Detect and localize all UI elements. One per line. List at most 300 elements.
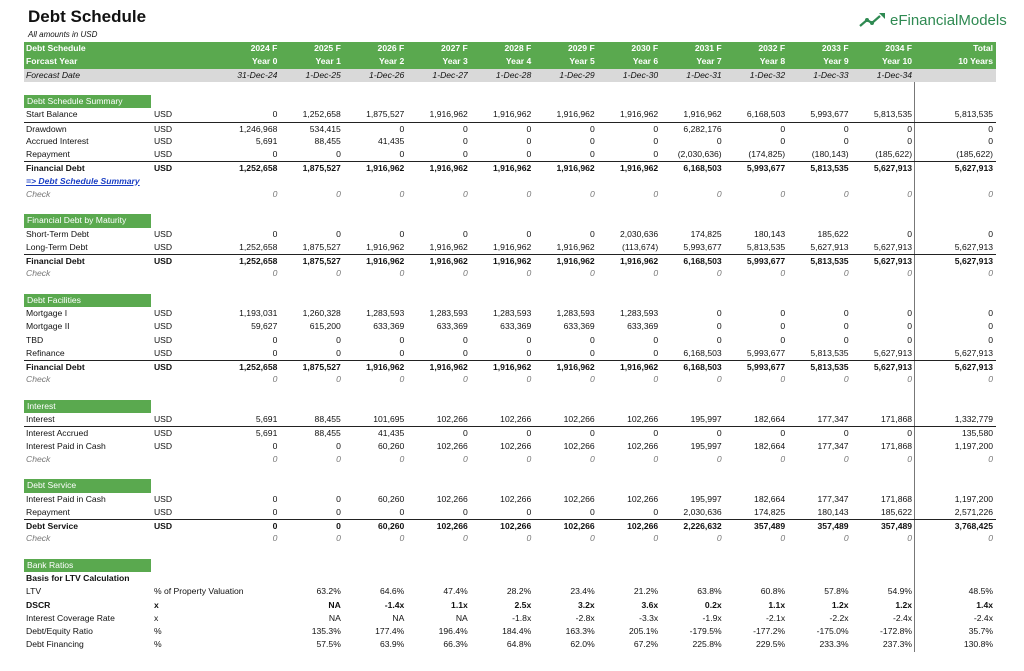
growth-chart-icon	[858, 11, 888, 29]
spacer-row	[24, 387, 996, 400]
cell-value: -3.3x	[639, 612, 659, 623]
cell-value: 0	[843, 321, 849, 332]
cell-value: 1,875,527	[302, 362, 341, 372]
cell-value: 1.1x	[768, 599, 786, 610]
row-unit	[152, 55, 216, 68]
cell-value: 0	[653, 347, 659, 358]
cell-value: 0	[336, 374, 341, 385]
row-unit: x	[153, 599, 159, 610]
table-row	[24, 334, 996, 347]
section-title: Debt Schedule Summary	[24, 95, 151, 108]
table-row	[24, 519, 996, 532]
row-unit: %	[153, 626, 162, 636]
total-column-border	[914, 201, 996, 214]
cell-value: 63.8%	[697, 586, 722, 597]
cell-total: 0	[914, 123, 996, 135]
row-label: Interest Paid in Cash	[26, 493, 106, 504]
cell-value: 88,455	[314, 428, 341, 439]
row-label: Repayment	[26, 149, 70, 159]
row-unit: USD	[153, 493, 173, 504]
cell-value: 0	[463, 268, 468, 279]
cell-value: -179.5%	[689, 626, 722, 636]
row-unit: USD	[153, 321, 173, 332]
cell-value: 0	[272, 347, 278, 358]
cell-value: 0	[399, 533, 405, 544]
cell-value: NA	[328, 599, 341, 610]
cell-value: 0	[526, 506, 532, 517]
cell-value: 0	[843, 453, 849, 464]
cell-value: 0	[780, 321, 786, 332]
row-unit: USD	[153, 414, 173, 424]
cell-value: 185,622	[880, 506, 913, 517]
table-row	[24, 161, 996, 174]
cell-value: Year 10	[881, 56, 913, 67]
row-label: Forecast Date	[26, 69, 80, 80]
section-header-row	[24, 400, 996, 413]
cell-value: 63.9%	[379, 639, 405, 650]
cell-total: (185,622)	[914, 148, 996, 161]
cell-value: 0	[463, 428, 468, 439]
cell-value: 0	[399, 334, 405, 345]
cell-value: 633,369	[500, 321, 532, 332]
row-label: Debt/Equity Ratio	[26, 626, 93, 636]
cell-value	[470, 572, 533, 585]
spacer-row	[24, 546, 996, 559]
cell-value	[216, 572, 279, 585]
cell-value: 1,916,962	[366, 163, 405, 174]
cell-value: 0	[653, 374, 659, 385]
cell-value: 0	[526, 453, 532, 464]
row-unit	[152, 267, 216, 280]
total-column-border	[914, 546, 996, 559]
cell-value: (2,030,636)	[677, 149, 722, 159]
cell-value: 163.3%	[565, 626, 595, 636]
cell-value: 0	[272, 440, 278, 451]
total-column-border	[914, 479, 996, 492]
cell-value: 0	[399, 149, 405, 159]
row-unit: % of Property Valuation	[153, 586, 244, 597]
cell-total	[914, 175, 996, 188]
cell-value: 0	[272, 374, 278, 385]
cell-value: 0	[589, 347, 595, 358]
row-label: Accrued Interest	[26, 135, 89, 146]
section-title: Financial Debt by Maturity	[24, 214, 151, 227]
cell-value: 0	[907, 321, 913, 332]
cell-value	[851, 175, 914, 188]
row-label: Debt Schedule	[26, 43, 86, 53]
cell-value: 102,266	[500, 414, 532, 424]
table-row	[24, 506, 996, 519]
cell-value: 0	[653, 428, 659, 439]
cell-value: -2.4x	[892, 612, 913, 623]
cell-value: 2,030,636	[619, 228, 659, 239]
cell-value: 102,266	[500, 440, 532, 451]
cell-value: 0	[272, 228, 278, 239]
row-unit	[152, 373, 216, 386]
cell-value: 6,282,176	[683, 123, 722, 134]
cell-value: 0	[780, 123, 786, 134]
cell-value: 0	[336, 334, 341, 345]
cell-value: (185,622)	[875, 149, 913, 159]
cell-value: -1.8x	[512, 612, 532, 623]
cell-value: 0	[399, 453, 405, 464]
table-row	[24, 373, 996, 386]
section-header-row	[24, 294, 996, 307]
cell-value: 102,266	[627, 440, 659, 451]
cell-value: 177.4%	[375, 626, 405, 636]
cell-value: 0	[336, 440, 341, 451]
cell-total: 2,571,226	[914, 506, 996, 519]
cell-value: 0	[336, 228, 341, 239]
row-label: Mortgage II	[26, 321, 70, 332]
row-unit	[152, 453, 216, 466]
row-label: Financial Debt	[26, 256, 85, 266]
cell-value	[470, 175, 533, 188]
cell-total: 5,627,913	[914, 241, 996, 254]
cell-value: 0	[907, 135, 913, 146]
cell-value: 41,435	[378, 135, 405, 146]
cell-value	[533, 572, 596, 585]
spacer-row	[24, 281, 996, 294]
cell-value: 5,993,677	[746, 347, 786, 358]
cell-value: 633,369	[373, 321, 405, 332]
cell-value: Year 2	[378, 56, 405, 67]
cell-value: 0	[716, 188, 722, 199]
cell-total: 3,768,425	[914, 520, 996, 532]
row-label: Check	[26, 268, 51, 279]
cell-value: 0	[399, 506, 405, 517]
cell-value: 1,875,527	[366, 109, 405, 120]
cell-value: 0	[272, 149, 278, 159]
cell-value: 0	[526, 135, 532, 146]
cell-value: 5,993,677	[746, 362, 786, 372]
cell-value: 102,266	[563, 493, 595, 504]
cell-value: 0	[589, 188, 595, 199]
cell-value: 0	[653, 149, 659, 159]
cell-value: 67.2%	[633, 639, 659, 650]
row-label: Interest Accrued	[26, 428, 89, 439]
row-unit: USD	[153, 521, 173, 531]
cell-value: 0	[526, 188, 532, 199]
cell-value: 1,246,968	[239, 123, 278, 134]
table-row	[24, 360, 996, 373]
cell-value: 0	[843, 188, 849, 199]
cell-value: 5,993,677	[746, 163, 786, 174]
cell-value: 171,868	[880, 493, 913, 504]
total-column-border	[914, 281, 996, 294]
cell-value: 0	[526, 268, 532, 279]
cell-total: 0	[914, 334, 996, 347]
cell-value: 0	[336, 188, 341, 199]
cell-value: Year 8	[759, 56, 786, 67]
cell-value: 1,916,962	[619, 163, 659, 174]
cell-value: 0	[336, 347, 341, 358]
row-unit: USD	[153, 334, 173, 345]
cell-total: 0	[914, 135, 996, 148]
cell-value: Year 3	[442, 56, 468, 67]
cell-value: 0	[399, 188, 405, 199]
ratio-row	[24, 585, 996, 598]
cell-value: 59,627	[251, 321, 278, 332]
cell-value: 102,266	[563, 414, 595, 424]
cell-value: 0	[589, 453, 595, 464]
cell-value: 1,916,962	[556, 163, 595, 174]
cell-value: 185,622	[817, 228, 849, 239]
table-row	[24, 228, 996, 241]
table-row	[24, 320, 996, 333]
row-label: Forcast Year	[26, 56, 78, 67]
cell-value: 0	[780, 188, 786, 199]
cell-value: 0	[272, 268, 278, 279]
cell-value: 1-Dec-34	[876, 69, 913, 80]
row-unit: USD	[153, 256, 173, 266]
cell-value: (174,825)	[748, 149, 786, 159]
cell-value: 534,415	[309, 123, 341, 134]
cell-value: 60,260	[378, 440, 405, 451]
row-label: Long-Term Debt	[26, 241, 88, 252]
cell-value: 1,875,527	[302, 241, 341, 252]
cell-value: Year 4	[505, 56, 532, 67]
cell-value: 2025 F	[314, 43, 341, 53]
section-title: Interest	[24, 400, 151, 413]
brand-logo	[858, 9, 1007, 31]
cell-value: 0	[272, 188, 278, 199]
row-label: Start Balance	[26, 109, 78, 120]
spacer-row	[24, 201, 996, 214]
cell-total	[914, 69, 996, 82]
cell-total: 0	[914, 320, 996, 333]
section-title: Debt Facilities	[24, 294, 151, 307]
brand-name: eFinancialModels	[890, 11, 1007, 29]
cell-value: 0	[716, 308, 722, 318]
cell-value	[533, 175, 596, 188]
cell-value: 1,916,962	[619, 256, 659, 266]
cell-value: 1-Dec-27	[432, 69, 468, 80]
cell-value: 5,627,913	[810, 241, 849, 252]
cell-value: 6,168,503	[683, 163, 722, 174]
cell-value: 0	[399, 347, 405, 358]
cell-value: Year 7	[696, 56, 722, 67]
cell-value: 1,916,962	[429, 109, 468, 120]
cell-value: 195,997	[690, 414, 722, 424]
cell-value: 0	[589, 228, 595, 239]
cell-value: 1-Dec-33	[813, 69, 849, 80]
table-row	[24, 493, 996, 506]
cell-value: 233.3%	[819, 639, 849, 650]
cell-value: 0	[653, 188, 659, 199]
cell-value: 102,266	[436, 521, 468, 531]
cell-value: 2028 F	[504, 43, 532, 53]
row-unit	[152, 532, 216, 545]
cell-value: 5,627,913	[873, 256, 913, 266]
cell-value: 102,266	[436, 493, 468, 504]
section-title: Bank Ratios	[24, 559, 151, 572]
cell-value: 135.3%	[311, 626, 341, 636]
section-title: Debt Service	[24, 479, 151, 492]
cell-value: 0	[907, 334, 913, 345]
cell-value: 88,455	[314, 135, 341, 146]
total-column-border	[914, 82, 996, 95]
row-unit	[152, 175, 216, 188]
cell-value: 2024 F	[250, 43, 278, 53]
row-unit: USD	[153, 135, 173, 146]
cell-value: 5,813,535	[810, 347, 849, 358]
cell-value: 1,916,962	[429, 256, 468, 266]
table-row	[24, 148, 996, 161]
cell-value: 102,266	[627, 493, 659, 504]
cell-value: 0	[526, 428, 532, 439]
cell-value: 357,489	[817, 521, 849, 531]
cell-value: 5,993,677	[746, 256, 786, 266]
cell-value: 1,916,962	[493, 362, 532, 372]
row-label: Financial Debt	[26, 362, 85, 372]
row-unit: USD	[153, 362, 173, 372]
cell-value: 1,916,962	[556, 109, 595, 120]
cell-value: 1-Dec-29	[559, 69, 595, 80]
cell-value: 1,252,658	[239, 163, 278, 174]
row-unit: USD	[153, 109, 173, 120]
ratio-row	[24, 612, 996, 625]
cell-value: 102,266	[563, 440, 595, 451]
cell-value: 63.2%	[316, 586, 341, 597]
cell-value: 0	[843, 135, 849, 146]
table-row	[24, 122, 996, 135]
cell-total: 135,580	[914, 427, 996, 439]
cell-total: 5,627,913	[914, 255, 996, 267]
cell-value: 102,266	[500, 521, 532, 531]
cell-value: 0	[272, 493, 278, 504]
cell-value: Year 0	[252, 56, 278, 67]
cell-value: 0	[336, 493, 341, 504]
cell-value: 102,266	[500, 493, 532, 504]
cell-value: 0	[716, 334, 722, 345]
cell-value: -172.8%	[880, 626, 913, 636]
cell-value: 2032 F	[758, 43, 786, 53]
header-row-forecast-date	[24, 69, 996, 82]
cell-value: 0	[589, 533, 595, 544]
cell-value: 1,875,527	[302, 256, 341, 266]
cell-value	[279, 572, 342, 585]
cell-value: 1,916,962	[429, 241, 468, 252]
cell-value: 0	[272, 506, 278, 517]
cell-value	[343, 572, 406, 585]
cell-value: (180,143)	[811, 149, 849, 159]
cell-total: 48.5%	[914, 585, 996, 598]
cell-value: 0	[716, 453, 722, 464]
cell-value: 633,369	[563, 321, 595, 332]
cell-total: 0	[914, 307, 996, 320]
table-row	[24, 307, 996, 320]
page-subtitle: All amounts in USD	[28, 30, 98, 39]
cell-value: 2029 F	[567, 43, 595, 53]
cell-value: 60.8%	[760, 586, 786, 597]
cell-value: 102,266	[436, 414, 468, 424]
row-label: Drawdown	[26, 123, 67, 134]
cell-value: 0	[336, 453, 341, 464]
row-label: Repayment	[26, 506, 70, 517]
table-row	[24, 426, 996, 439]
cell-value: 1,252,658	[302, 109, 341, 120]
cell-value: 54.9%	[887, 586, 913, 597]
cell-value: 195,997	[690, 493, 722, 504]
row-label: DSCR	[26, 599, 51, 610]
spacer-row	[24, 466, 996, 479]
cell-value	[660, 572, 723, 585]
cell-total: 130.8%	[914, 638, 996, 651]
table-row	[24, 175, 996, 188]
cell-value: 0	[843, 334, 849, 345]
cell-value: 0	[780, 308, 786, 318]
row-label: Check	[26, 453, 51, 464]
cell-value: 0	[526, 228, 532, 239]
cell-value: 0	[526, 149, 532, 159]
cell-total: 0	[914, 532, 996, 545]
cell-value: 1-Dec-25	[305, 69, 341, 80]
cell-value: 2031 F	[694, 43, 722, 53]
cell-value: 0	[463, 506, 468, 517]
row-unit	[152, 69, 216, 82]
cell-value: 5,627,913	[873, 347, 913, 358]
row-label: TBD	[26, 334, 44, 345]
cell-total: 5,627,913	[914, 361, 996, 373]
cell-value: 0	[272, 334, 278, 345]
cell-total: 35.7%	[914, 625, 996, 638]
cell-value: 0	[653, 334, 659, 345]
cell-value: 0	[272, 109, 278, 120]
cell-value: 2033 F	[821, 43, 849, 53]
debt-schedule-sheet	[24, 42, 996, 652]
cell-value	[279, 175, 342, 188]
cell-value: 0	[843, 123, 849, 134]
cell-value: 0	[336, 268, 341, 279]
page-title: Debt Schedule	[28, 7, 147, 26]
cell-value: 174,825	[754, 506, 786, 517]
cell-total: 0	[914, 373, 996, 386]
cell-value: 1,916,962	[429, 163, 468, 174]
cell-total: 0	[914, 228, 996, 241]
cell-value: 357,489	[754, 521, 786, 531]
cell-value: 1,916,962	[556, 241, 595, 252]
debt-schedule-summary-link[interactable]: => Debt Schedule Summary	[26, 175, 140, 186]
cell-value: 62.0%	[570, 639, 595, 650]
cell-value: -2.1x	[766, 612, 786, 623]
cell-value: 2,226,632	[683, 521, 722, 531]
cell-total: 1,197,200	[914, 440, 996, 453]
cell-value: 0	[589, 135, 595, 146]
cell-value: 0	[272, 453, 278, 464]
cell-value: 1,283,593	[366, 308, 405, 318]
cell-value: 3.2x	[577, 599, 595, 610]
cell-value: -1.9x	[702, 612, 722, 623]
cell-total: 1,197,200	[914, 493, 996, 506]
cell-value: 0	[653, 506, 659, 517]
cell-value: -2.2x	[829, 612, 849, 623]
cell-value: 0	[272, 533, 278, 544]
cell-value: 0	[336, 149, 341, 159]
section-header-row	[24, 479, 996, 492]
row-unit	[152, 42, 216, 55]
cell-value: 0	[653, 123, 659, 134]
cell-value: 0	[589, 428, 595, 439]
cell-total: 10 Years	[958, 56, 994, 67]
cell-value: 0	[589, 334, 595, 345]
section-header-row	[24, 214, 996, 227]
section-header-row	[24, 559, 996, 572]
cell-value: 60,260	[378, 521, 405, 531]
cell-value: 0	[336, 521, 341, 531]
row-label: Check	[26, 533, 51, 544]
cell-value: 5,813,535	[810, 256, 849, 266]
